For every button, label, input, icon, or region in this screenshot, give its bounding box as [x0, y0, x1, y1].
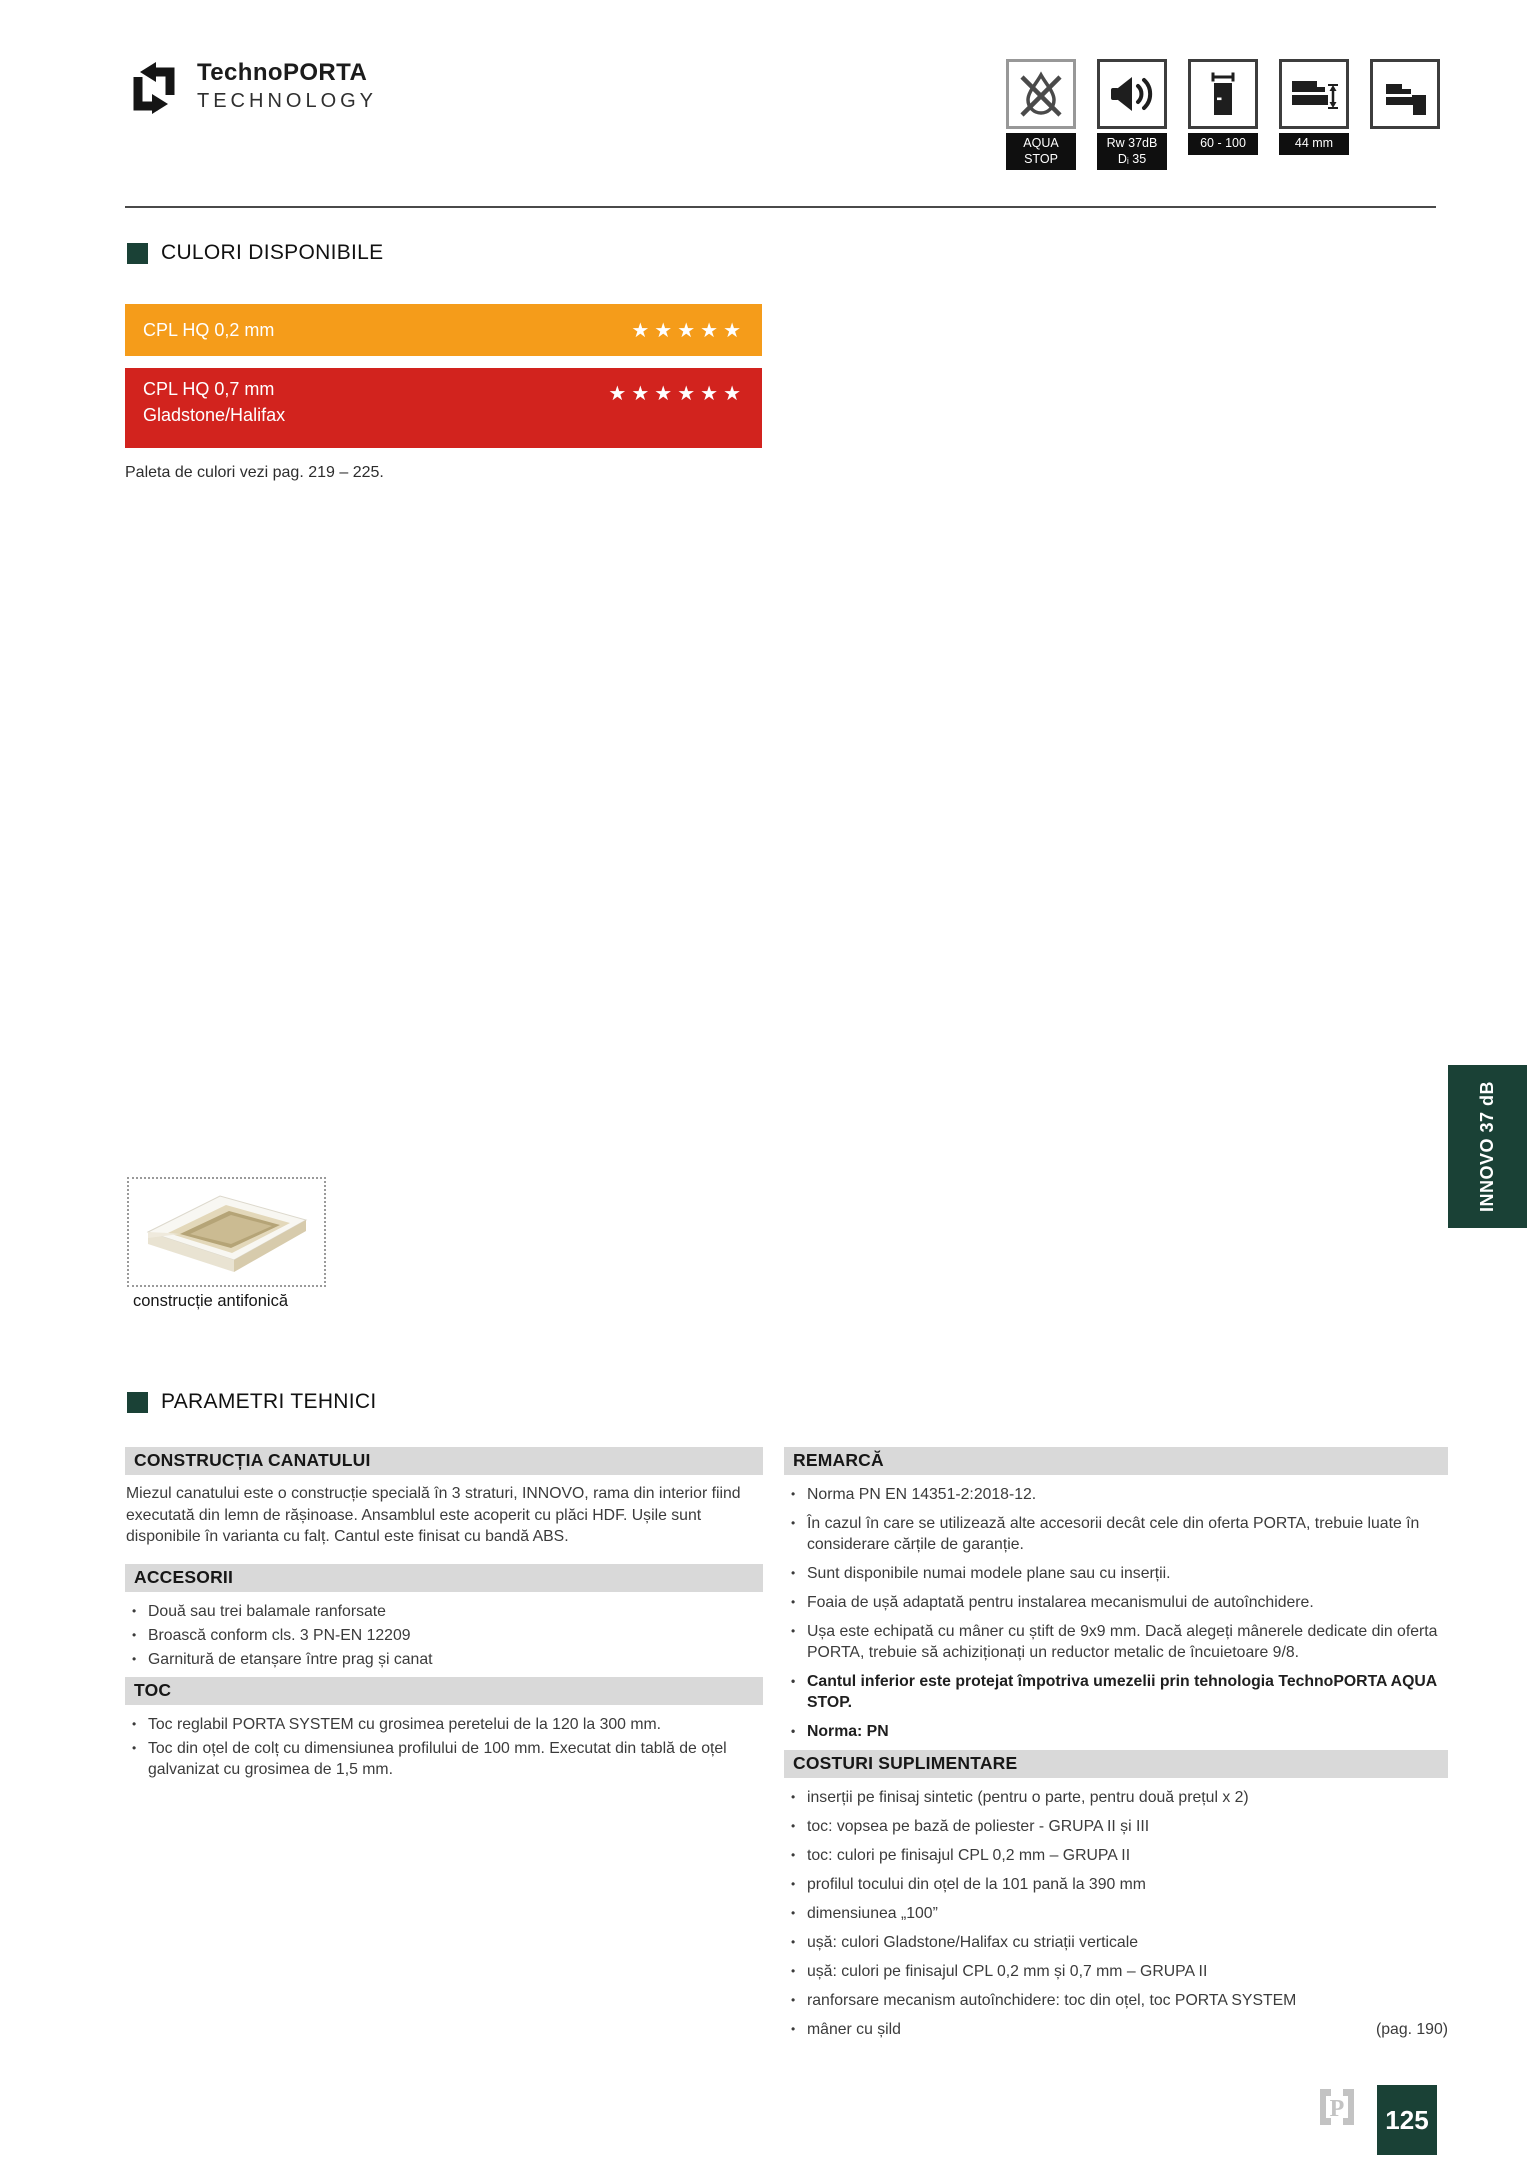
star-rating: ★★★★★	[631, 319, 746, 342]
construction-image	[127, 1177, 326, 1287]
list-item: • inserții pe finisaj sintetic (pentru o parte, pentru două prețul x 2)	[784, 1787, 1448, 1808]
finish-name: CPL HQ 0,2 mm	[143, 319, 275, 340]
list-item: • dimensiunea „100”	[784, 1903, 1448, 1924]
feature-icons-row	[1006, 59, 1440, 170]
list-item: • ranforsare mecanism autoînchidere: toc din oțel, toc PORTA SYSTEM	[784, 1990, 1448, 2011]
feature-aqua-stop	[1006, 59, 1076, 170]
list-item: • Sunt disponibile numai modele plane sau cu inserții.	[784, 1563, 1448, 1584]
list-item: • Foaia de ușă adaptată pentru instalarea mecanismului de autoînchidere.	[784, 1592, 1448, 1613]
feature-label: AQUA STOP	[1006, 133, 1076, 170]
list-item: • ușă: culori pe finisajul CPL 0,2 mm și 0,7 mm – GRUPA II	[784, 1961, 1448, 1982]
costuri-list	[784, 1787, 1448, 2040]
door-core-illustration	[134, 1184, 319, 1280]
page-reference: (pag. 190)	[1375, 2021, 1448, 2038]
list-item: • Toc reglabil PORTA SYSTEM cu grosimea peretelui de la 120 la 300 mm.	[125, 1714, 763, 1735]
door-thickness-icon	[1279, 59, 1349, 129]
brand-name: TechnoPORTA	[197, 59, 368, 86]
finish-bar-cpl-07	[125, 368, 762, 448]
section-title: CULORI DISPONIBILE	[161, 241, 384, 264]
page-number	[1377, 2085, 1437, 2155]
tech-right-column	[784, 1447, 1448, 2048]
porta-p-letter: P	[1329, 2096, 1345, 2122]
heading-remarca: REMARCĂ	[784, 1447, 1448, 1475]
feature-label: 60 - 100	[1188, 133, 1258, 155]
list-item: • Broască conform cls. 3 PN-EN 12209	[125, 1625, 763, 1646]
feature-label: 44 mm	[1279, 133, 1349, 155]
canat-paragraph: Miezul canatului este o construcție specială în 3 straturi, INNOVO, rama din interior fiind executată din lemn de rășinoase. Ansamblul este acoperit cu plăci HDF. Ușile sunt disponibile în varianta cu falț. Cantul este finisat cu bandă ABS.	[126, 1485, 741, 1545]
tech-left-column	[125, 1447, 763, 1783]
door-width-icon	[1188, 59, 1258, 129]
section-title: PARAMETRI TEHNICI	[161, 1390, 377, 1413]
feature-door-width	[1188, 59, 1258, 170]
palette-note: Paleta de culori vezi pag. 219 – 225.	[125, 464, 384, 481]
colors-section-header	[127, 241, 383, 265]
accesorii-list	[125, 1601, 763, 1670]
header-divider	[125, 206, 1436, 208]
product-side-tab	[1448, 1065, 1527, 1228]
finish-bar-labels	[143, 320, 274, 341]
list-item: • toc: culori pe finisajul CPL 0,2 mm – GRUPA II	[784, 1845, 1448, 1866]
list-item: • profilul tocului din oțel de la 101 pană la 390 mm	[784, 1874, 1448, 1895]
feature-door-thickness	[1279, 59, 1349, 170]
construction-caption: construcție antifonică	[133, 1292, 289, 1310]
list-item: • toc: vopsea pe bază de poliester - GRUPA II și III	[784, 1816, 1448, 1837]
list-item	[784, 2019, 1448, 2040]
list-item: • Toc din oțel de colț cu dimensiunea profilului de 100 mm. Executat din tablă de oțel galvanizat cu grosimea de 1,5 mm.	[125, 1738, 763, 1780]
list-item: • Norma: PN	[784, 1721, 1448, 1742]
tech-section-header	[127, 1390, 377, 1414]
technoporta-logo-icon	[125, 57, 183, 115]
acoustic-icon	[1097, 59, 1167, 129]
heading-toc: TOC	[125, 1677, 763, 1705]
list-item: • Două sau trei balamale ranforsate	[125, 1601, 763, 1622]
list-item: • ușă: culori Gladstone/Halifax cu striații verticale	[784, 1932, 1448, 1953]
finish-name: CPL HQ 0,7 mm	[143, 379, 275, 399]
list-item: • Cantul inferior este protejat împotriva umezelii prin tehnologia TechnoPORTA AQUA STOP.	[784, 1671, 1448, 1713]
list-item: • Norma PN EN 14351-2:2018-12.	[784, 1484, 1448, 1505]
finish-bar-cpl-02	[125, 304, 762, 356]
heading-constructia-canatului: CONSTRUCȚIA CANATULUI	[125, 1447, 763, 1475]
brand-subtitle: TECHNOLOGY	[197, 90, 378, 112]
heading-costuri-suplimentare: COSTURI SUPLIMENTARE	[784, 1750, 1448, 1778]
list-item: • Ușa este echipată cu mâner cu știft de 9x9 mm. Dacă alegeți mânerele dedicate din oferta PORTA, trebuie să achiziționați un reductor metalic de încuietoare 9/8.	[784, 1621, 1448, 1663]
star-rating: ★★★★★★	[608, 383, 746, 405]
page-number-value: 125	[1385, 2104, 1429, 2135]
remarca-list	[784, 1484, 1448, 1742]
section-square	[127, 243, 148, 264]
product-side-tab-label: INNOVO 37 dB	[1477, 1080, 1497, 1213]
list-item-text: • mâner cu șild	[807, 2021, 901, 2038]
aqua-stop-icon	[1006, 59, 1076, 129]
list-item: • Garnitură de etanșare între prag și canat	[125, 1649, 763, 1670]
finish-subname: Gladstone/Halifax	[143, 405, 286, 425]
finish-bar-labels	[143, 379, 285, 426]
heading-accesorii: ACCESORII	[125, 1564, 763, 1592]
brand-logo	[125, 57, 377, 115]
feature-rebate-profile	[1370, 59, 1440, 170]
porta-p-logo	[1318, 2085, 1356, 2129]
toc-list	[125, 1714, 763, 1780]
section-square	[127, 1392, 148, 1413]
feature-acoustic	[1097, 59, 1167, 170]
list-item: • În cazul în care se utilizează alte accesorii decât cele din oferta PORTA, trebuie luate în considerare cărțile de garanție.	[784, 1513, 1448, 1555]
rebate-profile-icon	[1370, 59, 1440, 129]
feature-label: Rw 37dB Dᵢ 35	[1097, 133, 1167, 170]
brand-logo-text	[197, 57, 377, 113]
